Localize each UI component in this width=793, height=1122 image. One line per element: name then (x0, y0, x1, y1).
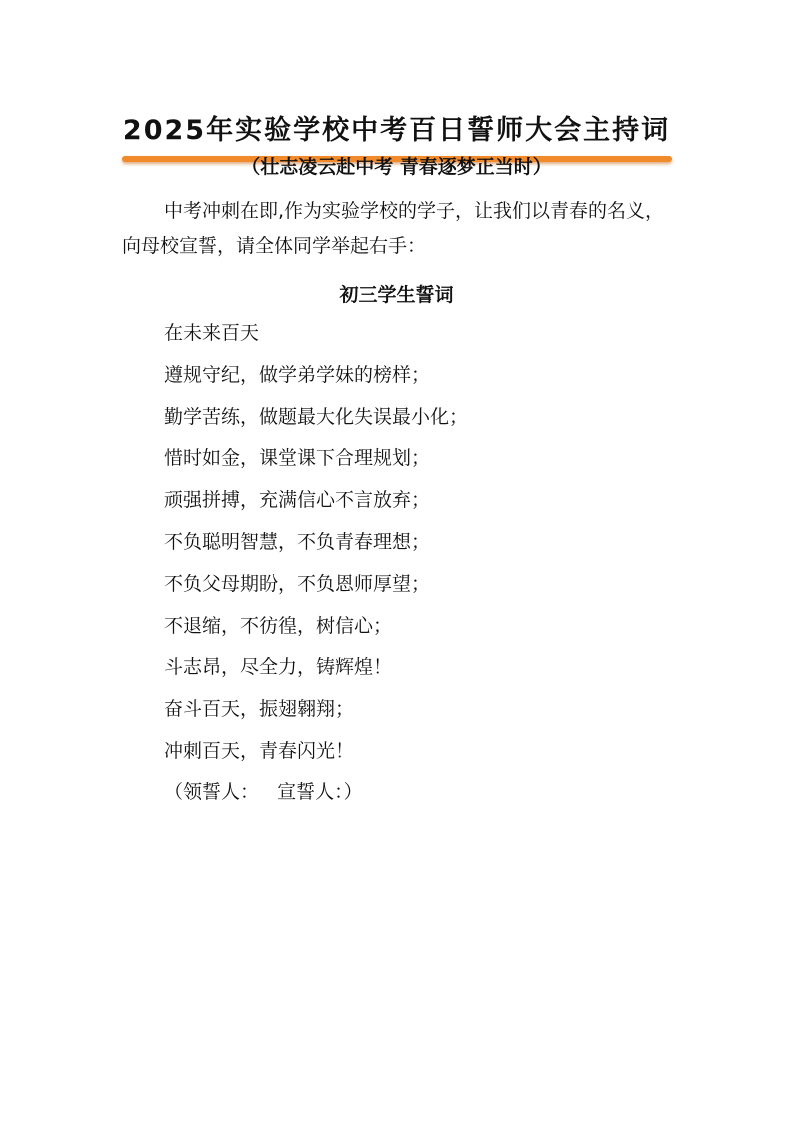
oath-line: 不负父母期盼，不负恩师厚望； (164, 572, 431, 595)
document-title: 2025年实验学校中考百日誓师大会主持词 (122, 115, 671, 146)
oath-line: 遵规守纪，做学弟学妹的榜样； (164, 363, 431, 386)
oath-line: 顽强拼搏，充满信心不言放弃； (164, 489, 431, 512)
oath-line: 奋斗百天，振翅翱翔； (164, 698, 355, 721)
oath-line: 在未来百天 (164, 322, 260, 344)
oath-line: 不负聪明智慧，不负青春理想； (164, 530, 431, 553)
oath-line: 斗志昂，尽全力，铸辉煌！ (164, 656, 393, 679)
document-subtitle: （壮志凌云赴中考 青春逐梦正当时） (241, 156, 552, 178)
oath-heading: 初三学生誓词 (339, 284, 454, 306)
oath-list (164, 316, 468, 776)
oath-line: 惜时如金，课堂课下合理规划； (164, 447, 431, 470)
oath-line: 冲刺百天，青春闪光！ (164, 739, 355, 762)
signers-line: （领誓人： 宣誓人：） (164, 781, 363, 803)
oath-line: 勤学苦练，做题最大化失误最小化； (164, 405, 469, 428)
oath-line: 不退缩，不彷徨，树信心； (164, 614, 393, 637)
intro-paragraph: 中考冲刺在即,作为实验学校的学子，让我们以青春的名义，向母校宣誓，请全体同学举起右手： (122, 200, 665, 257)
